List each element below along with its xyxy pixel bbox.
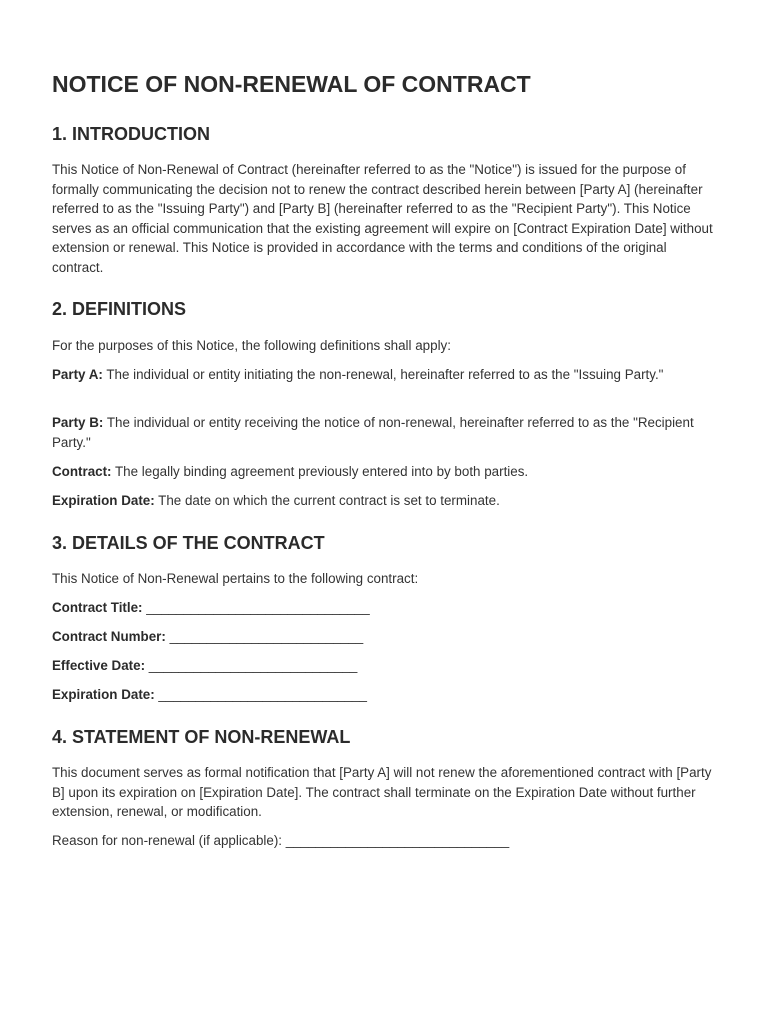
statement-paragraph: This document serves as formal notification that [Party A] will not renew the aforementioned contract with [Party B] upon its expiration on [Expiration Date]. The contract shall terminate on the Expiration Date without further extension, renewal, or modification. xyxy=(52,765,712,820)
document-title: NOTICE OF NON-RENEWAL OF CONTRACT xyxy=(52,71,531,97)
definition-text: The legally binding agreement previously entered into by both parties. xyxy=(115,464,529,479)
section-heading-statement: 4. STATEMENT OF NON-RENEWAL xyxy=(52,727,351,747)
reason-blank[interactable]: ______________________________ xyxy=(285,833,510,848)
expiration-date-field xyxy=(52,685,367,704)
contract-number-blank[interactable]: __________________________ xyxy=(169,629,364,644)
contract-title-field xyxy=(52,598,370,617)
field-label: Effective Date: xyxy=(52,658,146,673)
contract-title-blank[interactable]: ______________________________ xyxy=(146,600,370,615)
reason-label: Reason for non-renewal (if applicable): xyxy=(52,833,282,848)
definition-text: The individual or entity initiating the non-renewal, hereinafter referred to as the "Issuing Party." xyxy=(106,367,664,382)
section-heading-definitions: 2. DEFINITIONS xyxy=(52,299,187,319)
reason-field xyxy=(52,831,509,850)
definitions-intro: For the purposes of this Notice, the following definitions shall apply: xyxy=(52,338,451,353)
effective-date-field xyxy=(52,656,357,675)
contract-number-field xyxy=(52,627,363,646)
section-heading-introduction: 1. INTRODUCTION xyxy=(52,124,211,144)
definition-party-b xyxy=(52,413,716,452)
section-heading-contract-details: 3. DETAILS OF THE CONTRACT xyxy=(52,533,325,553)
expiration-date-blank[interactable]: ____________________________ xyxy=(158,687,367,702)
definition-contract xyxy=(52,462,716,482)
field-label: Contract Number: xyxy=(52,629,166,644)
definition-expiration-date xyxy=(52,491,716,511)
contract-details-intro: This Notice of Non-Renewal pertains to the following contract: xyxy=(52,571,419,586)
definition-term: Party A: xyxy=(52,367,103,382)
definition-term: Contract: xyxy=(52,464,112,479)
introduction-paragraph: This Notice of Non-Renewal of Contract (hereinafter referred to as the "Notice") is issued for the purpose of formally communicating the decision not to renew the contract described herein between [Party A] (hereinafter referred to as the "Issuing Party") and [Party B] (hereinafter referred to as the "Recipient Party"). This Notice serves as an official communication that the existing agreement will expire on [Contract Expiration Date] without extension or renewal. This Notice is provided in accordance with the terms and conditions of the original contract. xyxy=(52,162,713,275)
field-label: Contract Title: xyxy=(52,600,143,615)
definition-term: Party B: xyxy=(52,415,104,430)
effective-date-blank[interactable]: ____________________________ xyxy=(148,658,358,673)
definition-party-a xyxy=(52,365,716,385)
field-label: Expiration Date: xyxy=(52,687,155,702)
definition-term: Expiration Date: xyxy=(52,493,155,508)
definition-text: The individual or entity receiving the notice of non-renewal, hereinafter referred to as the "Recipient Party." xyxy=(52,415,694,450)
definition-text: The date on which the current contract is set to terminate. xyxy=(158,493,500,508)
